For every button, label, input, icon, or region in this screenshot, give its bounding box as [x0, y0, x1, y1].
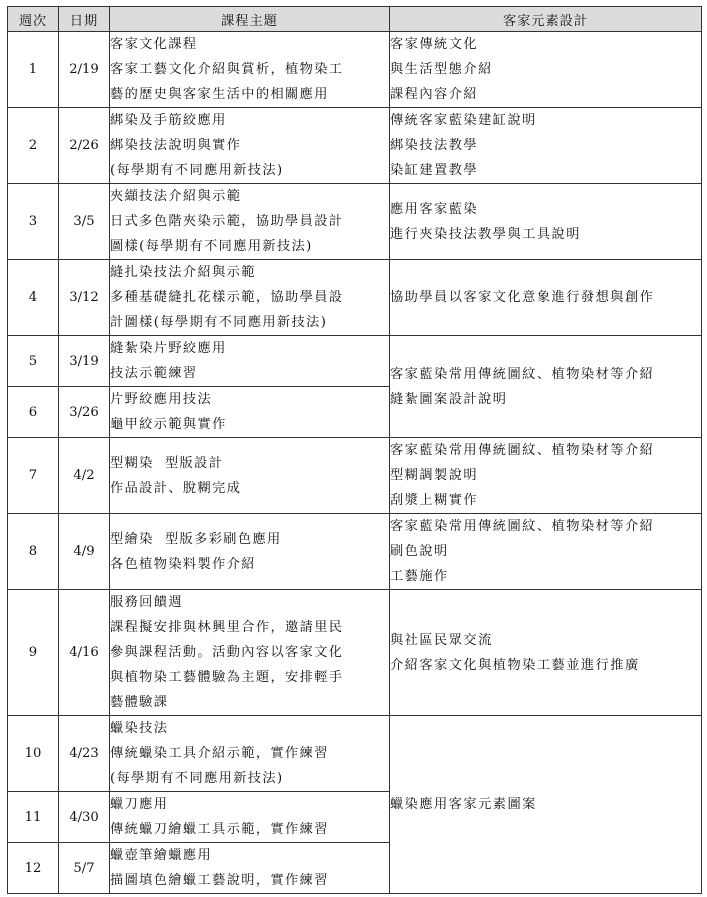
table-row [8, 32, 702, 108]
table-row [8, 514, 702, 590]
topic-line: 圖樣(每學期有不同應用新技法) [110, 239, 313, 254]
date-cell: 3/26 [59, 387, 110, 438]
table-row [8, 260, 702, 336]
topic-cell [110, 843, 390, 894]
topic-cell [110, 184, 390, 260]
hakka-design-cell [390, 716, 702, 894]
week-cell: 7 [8, 438, 59, 514]
date-cell: 2/26 [59, 108, 110, 184]
date-cell: 4/16 [59, 590, 110, 716]
topic-line: 技法示範練習 [110, 366, 198, 381]
hakka-line: 型糊調製說明 [390, 468, 479, 483]
hakka-line: 刮漿上糊實作 [390, 493, 479, 508]
table-row [8, 716, 702, 792]
topic-line: 參與課程活動。活動內容以客家文化 [110, 645, 344, 660]
topic-line: (每學期有不同應用新技法) [110, 163, 284, 178]
hakka-line: 客家藍染常用傳統圖紋、植物染材等介紹 [390, 519, 655, 534]
hakka-line: 客家藍染常用傳統圖紋、植物染材等介紹 [390, 443, 655, 458]
hakka-line: 客家藍染常用傳統圖紋、植物染材等介紹 [390, 366, 655, 382]
topic-line: 各色植物染料製作介紹 [110, 556, 256, 572]
topic-cell [110, 336, 390, 387]
topic-line: 縫紮染片野絞應用 [110, 341, 227, 356]
topic-line: 課程擬安排與林興里合作，邀請里民 [110, 620, 344, 635]
hakka-design-cell [390, 32, 702, 108]
topic-line: 片野絞應用技法 [110, 392, 213, 407]
date-cell: 4/2 [59, 438, 110, 514]
date-cell: 3/19 [59, 336, 110, 387]
topic-cell [110, 260, 390, 336]
week-cell: 11 [8, 792, 59, 843]
topic-line: 型糊染 型版設計 [110, 455, 224, 471]
week-cell: 4 [8, 260, 59, 336]
hakka-line: 刷色說明 [390, 544, 449, 559]
date-cell: 3/5 [59, 184, 110, 260]
date-cell: 2/19 [59, 32, 110, 108]
hakka-line: 介紹客家文化與植物染工藝並進行推廣 [390, 657, 640, 673]
week-cell: 8 [8, 514, 59, 590]
topic-line: 夾纈技法介紹與示範 [110, 189, 242, 204]
date-cell: 5/7 [59, 843, 110, 894]
topic-line: 龜甲絞示範與實作 [110, 417, 227, 432]
hakka-line: 與生活型態介紹 [390, 62, 493, 77]
topic-cell [110, 716, 390, 792]
topic-line: 傳統蠟染工具介紹示範，實作練習 [110, 746, 329, 761]
week-cell: 5 [8, 336, 59, 387]
topic-cell [110, 32, 390, 108]
topic-line: 綁染及手筋絞應用 [110, 113, 227, 128]
hakka-design-cell [390, 514, 702, 590]
hakka-design-cell [390, 260, 702, 336]
topic-line: 蠟壺筆繪蠟應用 [110, 848, 213, 863]
topic-cell [110, 387, 390, 438]
header-date: 日期 [59, 7, 110, 32]
hakka-line: 課程內容介紹 [390, 87, 479, 102]
topic-cell [110, 590, 390, 716]
topic-line: 服務回饋週 [110, 595, 183, 610]
week-cell: 3 [8, 184, 59, 260]
hakka-line: 客家傳統文化 [390, 37, 479, 52]
week-cell: 9 [8, 590, 59, 716]
hakka-line: 進行夾染技法教學與工具說明 [390, 226, 581, 242]
date-cell: 3/12 [59, 260, 110, 336]
topic-line: 藝的歷史與客家生活中的相關應用 [110, 87, 329, 102]
hakka-line: 綁染技法教學 [390, 138, 479, 153]
topic-line: 蠟染技法 [110, 721, 169, 736]
topic-cell [110, 792, 390, 843]
hakka-design-cell [390, 590, 702, 716]
hakka-design-cell [390, 108, 702, 184]
topic-line: 藝體驗課 [110, 695, 169, 710]
topic-line: 描圖填色繪蠟工藝說明，實作練習 [110, 873, 329, 888]
topic-line: 日式多色階夾染示範，協助學員設計 [110, 214, 344, 229]
topic-line: 客家工藝文化介紹與賞析，植物染工 [110, 62, 344, 77]
hakka-line: 蠟染應用客家元素圖案 [390, 797, 537, 812]
header-topic: 課程主題 [110, 7, 390, 32]
topic-line: 綁染技法說明與實作 [110, 138, 242, 153]
date-cell: 4/9 [59, 514, 110, 590]
date-cell: 4/23 [59, 716, 110, 792]
topic-line: 作品設計、脫糊完成 [110, 480, 242, 496]
week-cell: 12 [8, 843, 59, 894]
hakka-design-cell [390, 438, 702, 514]
date-cell: 4/30 [59, 792, 110, 843]
hakka-line: 與社區民眾交流 [390, 632, 493, 648]
topic-line: 傳統蠟刀繪蠟工具示範，實作練習 [110, 822, 329, 837]
header-row [8, 7, 702, 32]
table-row [8, 590, 702, 716]
topic-cell [110, 514, 390, 590]
course-schedule-table [7, 6, 702, 894]
table-row [8, 108, 702, 184]
topic-line: 蠟刀應用 [110, 797, 169, 812]
topic-line: 型繪染 型版多彩刷色應用 [110, 531, 282, 547]
header-week: 週次 [8, 7, 59, 32]
hakka-line: 工藝施作 [390, 569, 449, 584]
header-hakka-design: 客家元素設計 [390, 7, 702, 32]
topic-line: 與植物染工藝體驗為主題，安排輕手 [110, 670, 344, 685]
topic-line: 客家文化課程 [110, 37, 198, 52]
hakka-design-cell [390, 184, 702, 260]
week-cell: 2 [8, 108, 59, 184]
hakka-line: 染缸建置教學 [390, 163, 479, 178]
week-cell: 10 [8, 716, 59, 792]
week-cell: 6 [8, 387, 59, 438]
table-row [8, 184, 702, 260]
topic-cell [110, 108, 390, 184]
hakka-line: 傳統客家藍染建缸說明 [390, 113, 537, 128]
topic-line: (每學期有不同應用新技法) [110, 771, 284, 786]
hakka-design-cell [390, 336, 702, 438]
hakka-line: 縫紮圖案設計說明 [390, 391, 508, 407]
table-row [8, 438, 702, 514]
topic-cell [110, 438, 390, 514]
topic-line: 多種基礎縫扎花樣示範，協助學員設 [110, 290, 344, 305]
hakka-line: 應用客家藍染 [390, 201, 479, 217]
table-row [8, 336, 702, 387]
week-cell: 1 [8, 32, 59, 108]
hakka-line: 協助學員以客家文化意象進行發想與創作 [390, 290, 655, 305]
topic-line: 計圖樣(每學期有不同應用新技法) [110, 315, 328, 330]
topic-line: 縫扎染技法介紹與示範 [110, 265, 256, 280]
